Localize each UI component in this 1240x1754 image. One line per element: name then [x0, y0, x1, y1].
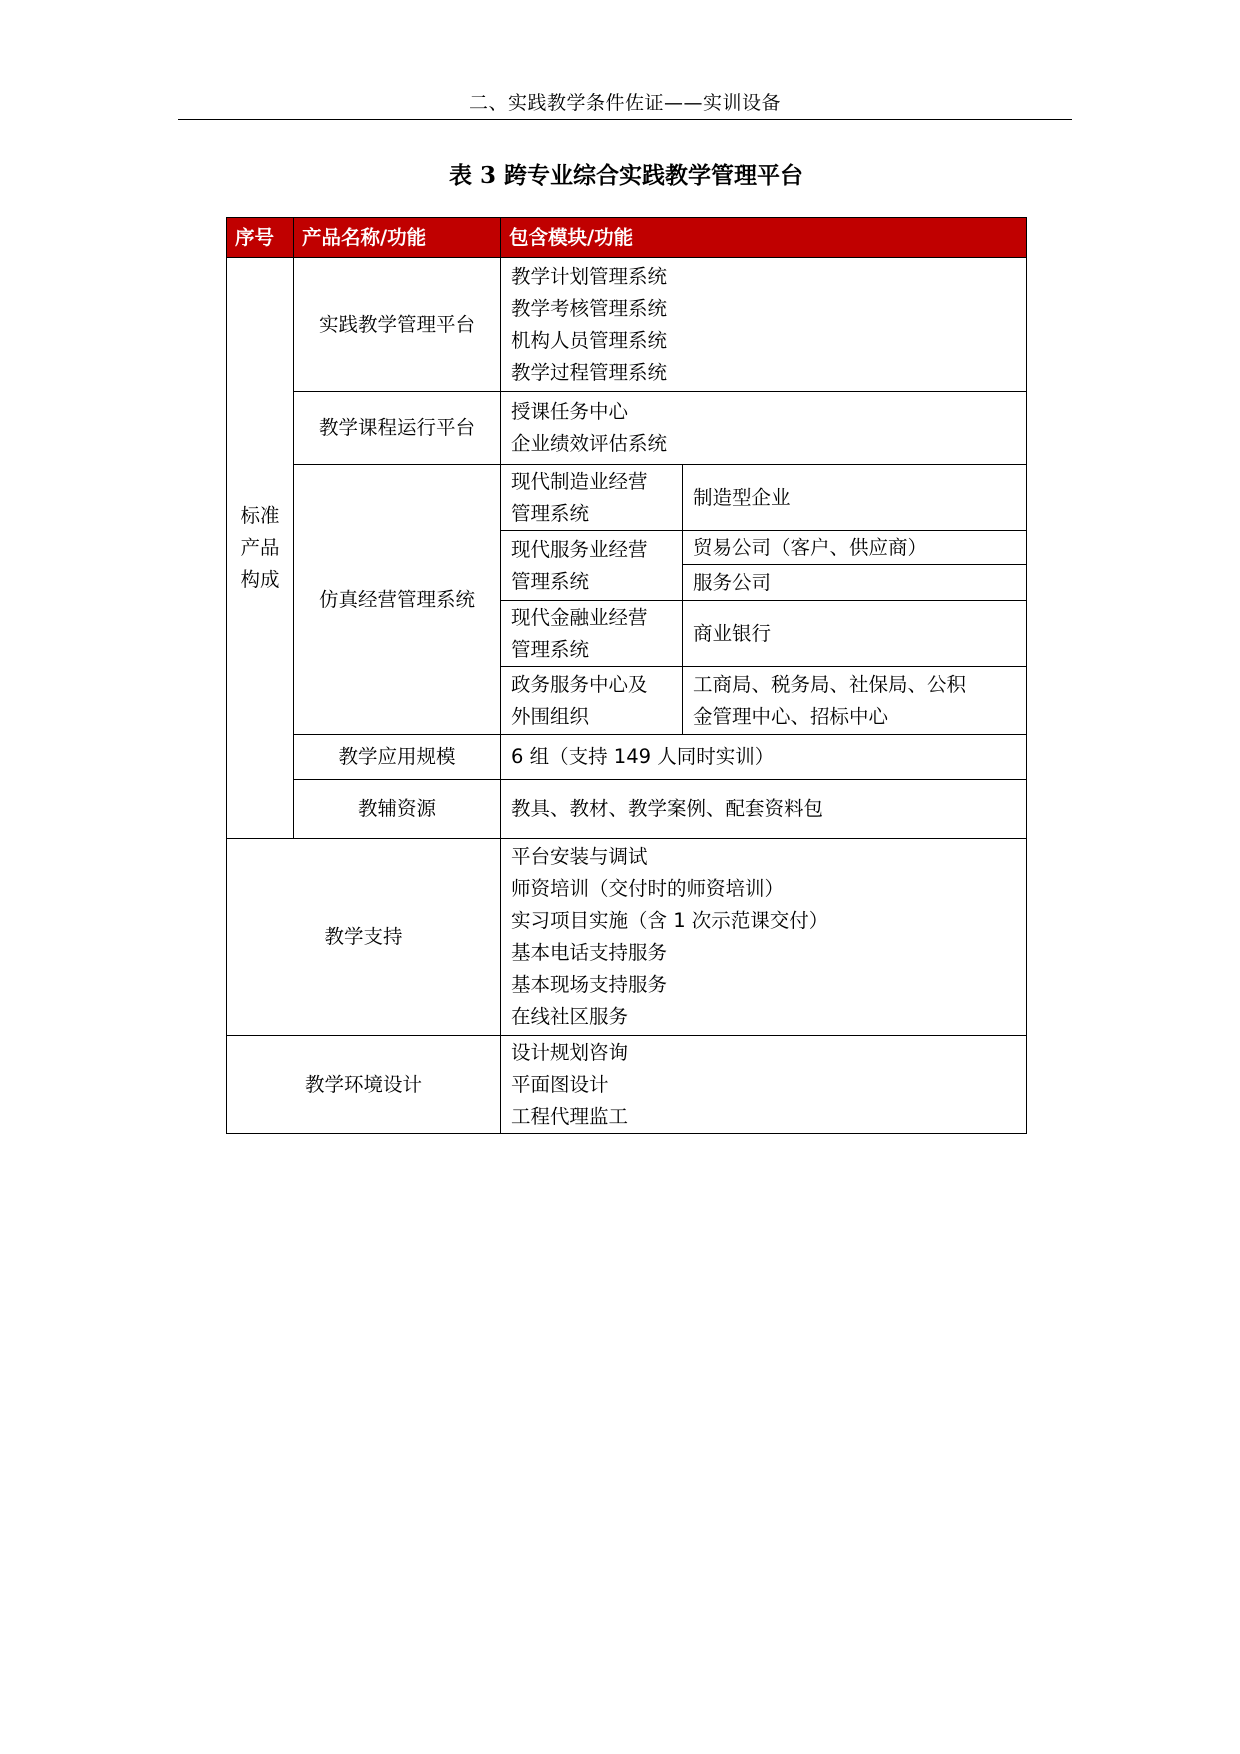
table-row — [227, 839, 1027, 1036]
simulation-entity: 商业银行 — [683, 601, 1027, 667]
support-item: 在线社区服务 — [511, 1005, 629, 1028]
table-row — [227, 258, 1027, 392]
table-row — [227, 465, 1027, 531]
course-platform-modules — [501, 392, 1027, 465]
column-header-product: 产品名称/功能 — [294, 218, 501, 258]
table-row — [227, 1036, 1027, 1134]
resources-value: 教具、教材、教学案例、配套资料包 — [501, 780, 1027, 839]
table-row — [227, 735, 1027, 780]
simulation-system-line: 管理系统 — [511, 637, 590, 661]
module-item: 教学过程管理系统 — [511, 360, 668, 384]
simulation-system — [501, 601, 683, 667]
simulation-system-line: 管理系统 — [511, 501, 590, 525]
column-header-modules: 包含模块/功能 — [501, 218, 1027, 258]
support-name: 教学支持 — [227, 839, 501, 1036]
standard-group-label-line: 构成 — [240, 568, 280, 591]
simulation-system-line: 现代金融业经营 — [511, 605, 648, 629]
module-item: 教学考核管理系统 — [511, 296, 668, 320]
header-divider — [178, 119, 1072, 120]
support-item: 基本电话支持服务 — [511, 941, 668, 964]
simulation-system — [501, 465, 683, 531]
simulation-system-line: 政务服务中心及 — [511, 672, 648, 696]
simulation-system — [501, 531, 683, 601]
simulation-entity-line: 工商局、税务局、社保局、公积 — [693, 672, 967, 696]
table-row — [227, 392, 1027, 465]
environment-item: 工程代理监工 — [511, 1104, 629, 1128]
course-platform-name: 教学课程运行平台 — [294, 392, 501, 465]
resources-name: 教辅资源 — [294, 780, 501, 839]
standard-group-label-line: 产品 — [240, 536, 280, 559]
table-title: 表 3 跨专业综合实践教学管理平台 — [448, 162, 804, 189]
platform-modules — [501, 258, 1027, 392]
environment-item: 平面图设计 — [511, 1072, 609, 1096]
simulation-system-line: 外围组织 — [511, 704, 590, 728]
environment-items — [501, 1036, 1027, 1134]
support-item: 实习项目实施（含 1 次示范课交付） — [511, 909, 829, 932]
scale-name: 教学应用规模 — [294, 735, 501, 780]
module-item: 机构人员管理系统 — [511, 328, 668, 352]
platform-name: 实践教学管理平台 — [294, 258, 501, 392]
table-header-row — [227, 218, 1027, 258]
support-item: 师资培训（交付时的师资培训） — [511, 877, 785, 900]
environment-item: 设计规划咨询 — [511, 1040, 629, 1064]
simulation-system-line: 现代制造业经营 — [511, 469, 648, 493]
standard-group-cell — [227, 258, 294, 839]
simulation-entity: 服务公司 — [683, 565, 1027, 601]
table-row — [227, 780, 1027, 839]
page-header: 二、实践教学条件佐证——实训设备 — [468, 92, 781, 114]
support-item: 平台安装与调试 — [511, 845, 648, 868]
simulation-system-line: 管理系统 — [511, 569, 590, 593]
module-item: 教学计划管理系统 — [511, 264, 668, 288]
simulation-system-line: 现代服务业经营 — [511, 537, 648, 561]
scale-value: 6 组（支持 149 人同时实训） — [501, 735, 1027, 780]
module-item: 授课任务中心 — [511, 400, 629, 423]
simulation-entity: 制造型企业 — [683, 465, 1027, 531]
product-table — [226, 217, 1027, 1134]
simulation-name: 仿真经营管理系统 — [294, 465, 501, 735]
column-header-seq: 序号 — [227, 218, 294, 258]
support-items — [501, 839, 1027, 1036]
simulation-entity — [683, 667, 1027, 735]
support-item: 基本现场支持服务 — [511, 973, 668, 996]
environment-name: 教学环境设计 — [227, 1036, 501, 1134]
simulation-entity-line: 金管理中心、招标中心 — [693, 704, 889, 728]
simulation-system — [501, 667, 683, 735]
module-item: 企业绩效评估系统 — [511, 432, 668, 455]
standard-group-label-line: 标准 — [240, 504, 280, 527]
simulation-entity: 贸易公司（客户、供应商） — [683, 531, 1027, 565]
